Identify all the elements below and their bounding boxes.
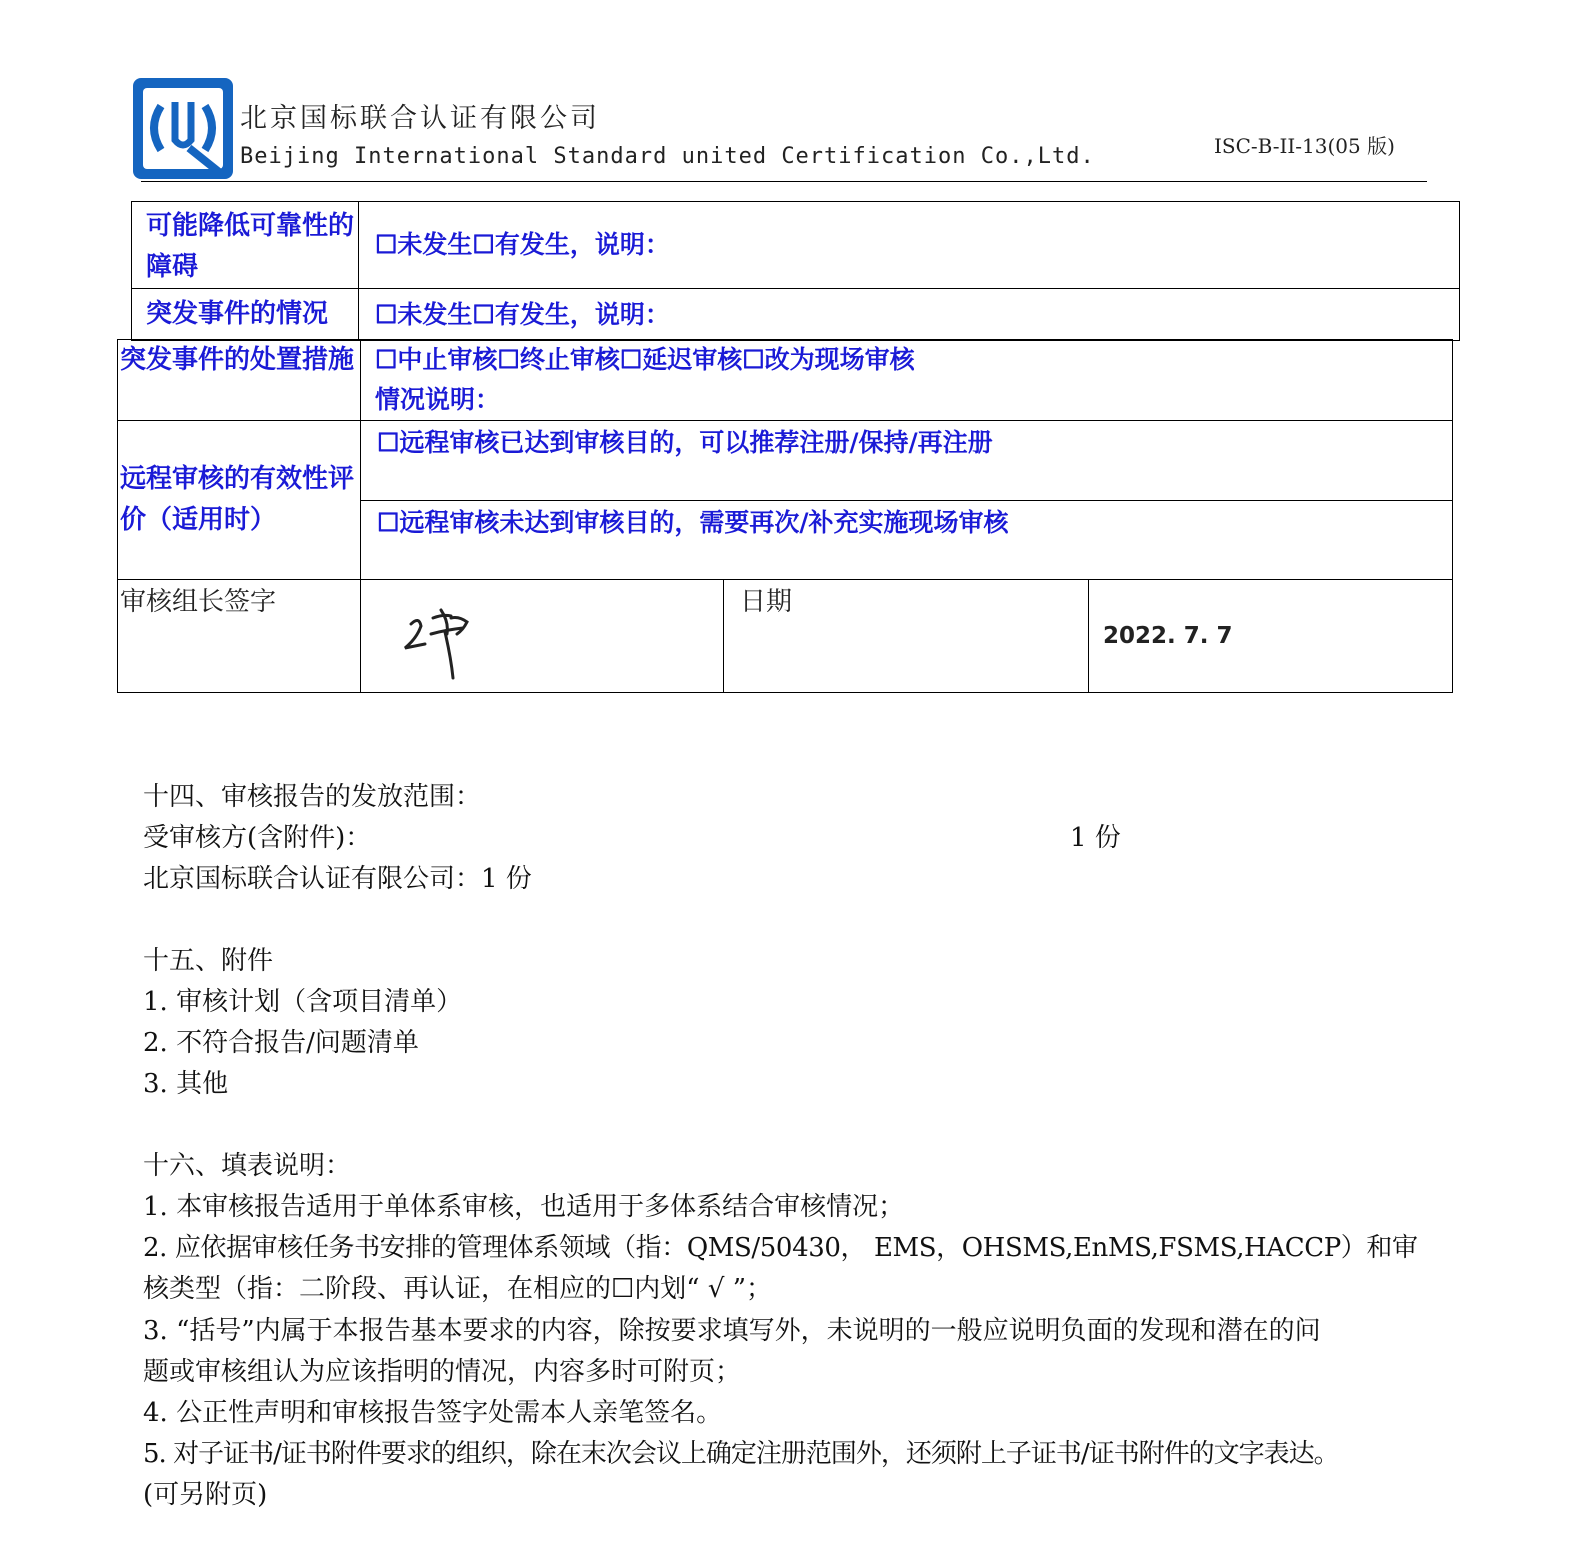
section16-line: (可另附页) xyxy=(143,1480,268,1510)
date-label: 日期 xyxy=(740,587,793,617)
incident-label-cell xyxy=(132,289,359,341)
validity-label-cell xyxy=(118,421,361,580)
section16-line: 题或审核组认为应该指明的情况，内容多时可附页； xyxy=(143,1357,742,1387)
incident-label: 突发事件的情况 xyxy=(146,299,329,329)
obstacles-label: 可能降低可靠性的障碍 xyxy=(146,211,355,282)
section15-item: 3. 其他 xyxy=(143,1069,229,1099)
obstacles-value-cell[interactable] xyxy=(359,202,1460,289)
leader-signature-cell[interactable] xyxy=(361,580,724,693)
leader-sign-label: 审核组长签字 xyxy=(120,587,277,617)
section16-line: 1. 本审核报告适用于单体系审核，也适用于多体系结合审核情况； xyxy=(143,1192,905,1222)
section14-title: 十四、审核报告的发放范围： xyxy=(143,782,482,812)
document-code: ISC-B-II-13(05 版) xyxy=(1214,134,1395,158)
company-logo xyxy=(133,78,233,179)
validity-option1-cell[interactable] xyxy=(361,421,1453,501)
obstacles-label-cell xyxy=(132,202,359,289)
company-name-en: Beijing International Standard united Certification Co.,Ltd. xyxy=(240,144,1095,169)
section15-title: 十五、附件 xyxy=(143,946,274,976)
measures-label: 突发事件的处置措施 xyxy=(120,345,355,375)
validity-label: 远程审核的有效性评价（适用时） xyxy=(120,464,355,535)
measures-label-cell xyxy=(118,340,361,421)
section16-line: 5. 对子证书/证书附件要求的组织，除在末次会议上确定注册范围外，还须附上子证书/证书附件的文字表达。 xyxy=(143,1439,1339,1469)
section14-company-copy: 北京国标联合认证有限公司：1 份 xyxy=(143,864,532,894)
section14-recipient-label: 受审核方(含附件)： xyxy=(143,823,372,853)
section15-item: 2. 不符合报告/问题清单 xyxy=(143,1028,419,1058)
date-value: 2022. 7. 7 xyxy=(1103,623,1233,649)
leader-sign-label-cell xyxy=(118,580,361,693)
date-label-cell xyxy=(724,580,1089,693)
evaluation-table xyxy=(117,339,1453,693)
section14-recipient-count: 1 份 xyxy=(1070,823,1121,853)
section16-line: 核类型（指：二阶段、再认证，在相应的☐内划“ √ ”； xyxy=(143,1274,772,1304)
section16-line: 2. 应依据审核任务书安排的管理体系领域（指：QMS/50430， EMS，OHSMS,EnMS,FSMS,HACCP）和审 xyxy=(143,1233,1418,1263)
header-divider xyxy=(141,181,1427,182)
measures-value-cell[interactable] xyxy=(361,340,1453,421)
section15-item: 1. 审核计划（含项目清单） xyxy=(143,987,463,1017)
section16-line: 4. 公正性声明和审核报告签字处需本人亲笔签名。 xyxy=(143,1398,723,1428)
section16-line: 3. “括号”内属于本报告基本要求的内容，除按要求填写外，未说明的一般应说明负面的发现和潜在的问 xyxy=(143,1316,1321,1346)
section16-title: 十六、填表说明： xyxy=(143,1151,352,1181)
validity-option2-cell[interactable] xyxy=(361,501,1453,580)
measures-options: ☐中止审核☐终止审核☐延迟审核☐改为现场审核 xyxy=(375,345,915,374)
leader-signature xyxy=(391,588,511,688)
validity-option-not-achieved: ☐远程审核未达到审核目的，需要再次/补充实施现场审核 xyxy=(377,508,1009,537)
company-name-cn: 北京国标联合认证有限公司 xyxy=(240,103,600,134)
validity-option-achieved: ☐远程审核已达到审核目的，可以推荐注册/保持/再注册 xyxy=(377,428,993,457)
date-value-cell[interactable] xyxy=(1089,580,1453,693)
obstacles-options: ☐未发生☐有发生，说明： xyxy=(375,230,670,259)
incident-options: ☐未发生☐有发生，说明： xyxy=(375,299,670,329)
obstacles-table xyxy=(131,201,1460,341)
measures-note: 情况说明： xyxy=(375,385,501,414)
incident-value-cell[interactable] xyxy=(359,289,1460,341)
